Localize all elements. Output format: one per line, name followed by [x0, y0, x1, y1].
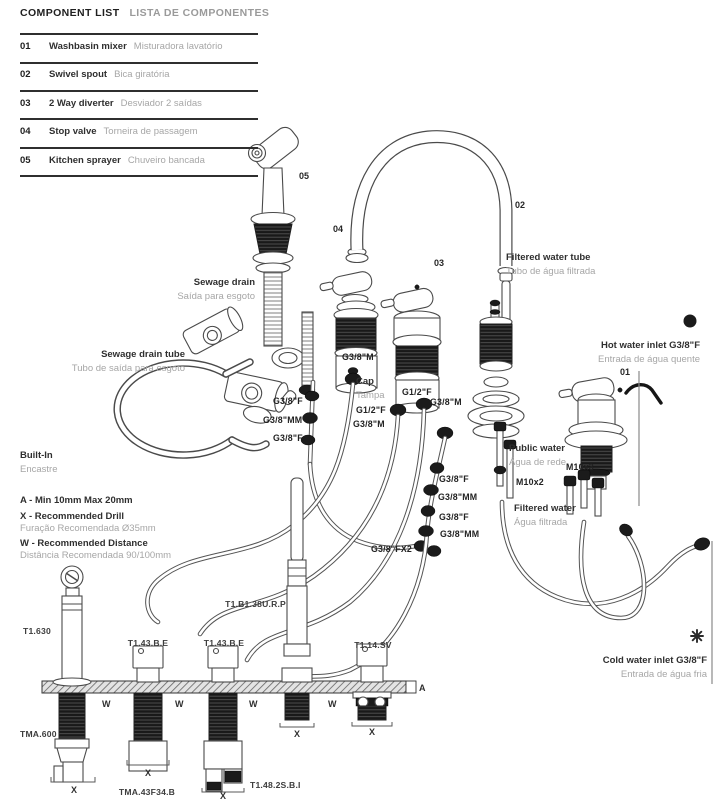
sewage-drain-tube-label: [20, 348, 185, 375]
filtered-water-tube-en: Filtered water tube: [506, 252, 591, 263]
ref-04: 04: [333, 224, 344, 234]
dim-w-1: W: [102, 699, 111, 709]
hot-water-inlet-pt: Entrada de água quente: [598, 353, 700, 365]
built-in-label: [20, 449, 58, 476]
sewage-drain-en: Sewage drain: [193, 277, 255, 288]
row-label-en: Swivel spout: [49, 69, 108, 80]
ref-05: 05: [299, 171, 310, 181]
component-row: [20, 155, 280, 166]
allen-key: [626, 385, 661, 403]
dim-x-3: X: [220, 791, 227, 800]
component-list-title-pt: LISTA DE COMPONENTES: [129, 7, 270, 19]
row-number: 01: [20, 41, 31, 52]
dim-x-1: X: [71, 785, 78, 795]
row-label-pt: Desviador 2 saídas: [120, 98, 202, 109]
part-t1-630: T1.630: [23, 626, 51, 636]
table-rule: [20, 118, 258, 120]
fitting-g38mm-mid-2: G3/8"MM: [440, 529, 480, 539]
component-row: [20, 126, 280, 137]
fitting-g38m-low: G3/8"M: [353, 419, 385, 429]
fitting-g12f-2: G1/2"F: [356, 405, 386, 415]
table-rule: [20, 175, 258, 177]
row-number: 04: [20, 126, 31, 137]
cap-label: [356, 375, 385, 402]
fitting-g38f-left-1: G3/8"F: [273, 396, 303, 406]
sewage-drain-pt: Saída para esgoto: [177, 290, 255, 302]
hot-water-inlet-en: Hot water inlet G3/8"F: [601, 340, 700, 351]
built-in-pt: Encastre: [20, 463, 58, 475]
hose-bundle: [147, 368, 711, 680]
row-label-pt: Torneira de passagem: [103, 126, 198, 137]
part-t1-b1-38u-r-p: T1.B1.38U.R.P: [225, 599, 286, 609]
part-tma-43f34-b: TMA.43F34.B: [118, 787, 176, 797]
dim-w-3: W: [249, 699, 258, 709]
row-number: 03: [20, 98, 31, 109]
public-water-label: [509, 442, 566, 469]
fitting-g38f-left-2: G3/8"F: [273, 433, 303, 443]
dim-a: A: [419, 683, 426, 693]
sewage-drain-tube-en: Sewage drain tube: [101, 349, 185, 360]
filter-cartridge: [468, 300, 524, 438]
dim-w-4: W: [328, 699, 337, 709]
ref-02: 02: [515, 200, 526, 210]
fitting-g38m-right: G3/8"M: [430, 397, 462, 407]
part-tma-600: TMA.600: [20, 729, 57, 739]
part-t1-43-be-2: T1.43.B.E: [203, 638, 245, 648]
fitting-m10x2: M10x2: [516, 477, 544, 487]
fitting-g12f-1: G1/2"F: [402, 387, 432, 397]
dim-x-4: X: [294, 729, 301, 739]
row-number: 05: [20, 155, 31, 166]
fitting-g38m-top: G3/8"M: [342, 352, 374, 362]
dim-x-2: X: [145, 768, 152, 778]
fitting-g38f-mid-1: G3/8"F: [439, 474, 469, 484]
table-rule: [20, 147, 258, 149]
ref-01: 01: [620, 367, 631, 377]
cold-water-inlet-en: Cold water inlet G3/8"F: [602, 655, 707, 666]
fitting-m10x3: M10x3: [566, 462, 594, 472]
row-number: 02: [20, 69, 31, 80]
table-rule: [20, 90, 258, 92]
hot-water-inlet-label: [540, 339, 700, 366]
thickness-a-marker: [406, 681, 416, 693]
filtered-water-tube-pt: Tubo de água filtrada: [506, 265, 596, 277]
cap-en: Cap: [356, 376, 374, 387]
component-list-title-en: COMPONENT LIST: [20, 7, 120, 19]
part-t1-48-2s-b-i: T1.48.2S.B.I: [250, 780, 301, 790]
component-row: [20, 98, 280, 109]
ref-03: 03: [434, 258, 445, 268]
corrugated-hose: [264, 272, 282, 346]
dim-w-2: W: [175, 699, 184, 709]
cap-pt: Tampa: [356, 389, 385, 401]
filtered-water-pt: Água filtrada: [514, 516, 568, 528]
note-w-en: W - Recommended Distance: [20, 538, 148, 549]
filtered-water-tube-label: [506, 251, 595, 278]
part-t1-43-be-1: T1.43.B.E: [127, 638, 169, 648]
row-label-en: 2 Way diverter: [49, 98, 114, 109]
cold-water-snowflake-icon: [691, 630, 703, 642]
component-row: [20, 69, 280, 80]
washbasin-mixer-01: [559, 376, 661, 489]
component-row: [20, 41, 280, 52]
hot-water-dot-icon: [684, 315, 697, 328]
fixture-t1-630: [51, 566, 95, 782]
fitting-g38f-mid-2: G3/8"F: [439, 512, 469, 522]
table-rule: [20, 62, 258, 64]
filtered-water-en: Filtered water: [514, 503, 576, 514]
fixture-t1-43-be-1: [127, 646, 169, 771]
row-label-pt: Bica giratória: [114, 69, 170, 80]
fitting-g38mm-left: G3/8"MM: [263, 415, 303, 425]
sewage-drain-label: [115, 276, 255, 303]
row-label-pt: Misturadora lavatório: [133, 41, 223, 52]
row-label-en: Stop valve: [49, 126, 97, 137]
countertop-cross-section: [42, 681, 416, 693]
row-label-en: Kitchen sprayer: [49, 155, 121, 166]
fitting-g38fx2: G3/8"FX2: [371, 544, 412, 554]
row-label-en: Washbasin mixer: [49, 41, 127, 52]
part-t1-14-sv: T1.14.SV: [354, 640, 392, 650]
cold-water-inlet-pt: Entrada de água fria: [620, 668, 707, 680]
row-label-pt: Chuveiro bancada: [127, 155, 205, 166]
table-rule: [20, 33, 258, 35]
note-x-pt: Furação Recomendada Ø35mm: [20, 523, 156, 534]
built-in-en: Built-In: [20, 450, 53, 461]
marker-dot: [618, 388, 622, 392]
note-x-en: X - Recommended Drill: [20, 511, 124, 522]
threaded-rod: [302, 312, 313, 386]
note-a: A - Min 10mm Max 20mm: [20, 495, 133, 506]
public-water-en: Public water: [509, 443, 565, 454]
sewage-drain-tube-pt: Tubo de saída para esgoto: [71, 362, 185, 374]
filtered-water-label: [514, 502, 576, 529]
component-list-title: [20, 7, 269, 19]
fitting-g38mm-mid-1: G3/8"MM: [438, 492, 478, 502]
note-w-pt: Distância Recomendada 90/100mm: [20, 550, 172, 561]
fixture-t1-43-be-2: [202, 646, 244, 792]
dim-x-5: X: [369, 727, 376, 737]
marker-dot: [415, 285, 419, 289]
cold-water-inlet-label: [547, 654, 707, 681]
public-water-pt: Água de rede: [509, 456, 567, 468]
